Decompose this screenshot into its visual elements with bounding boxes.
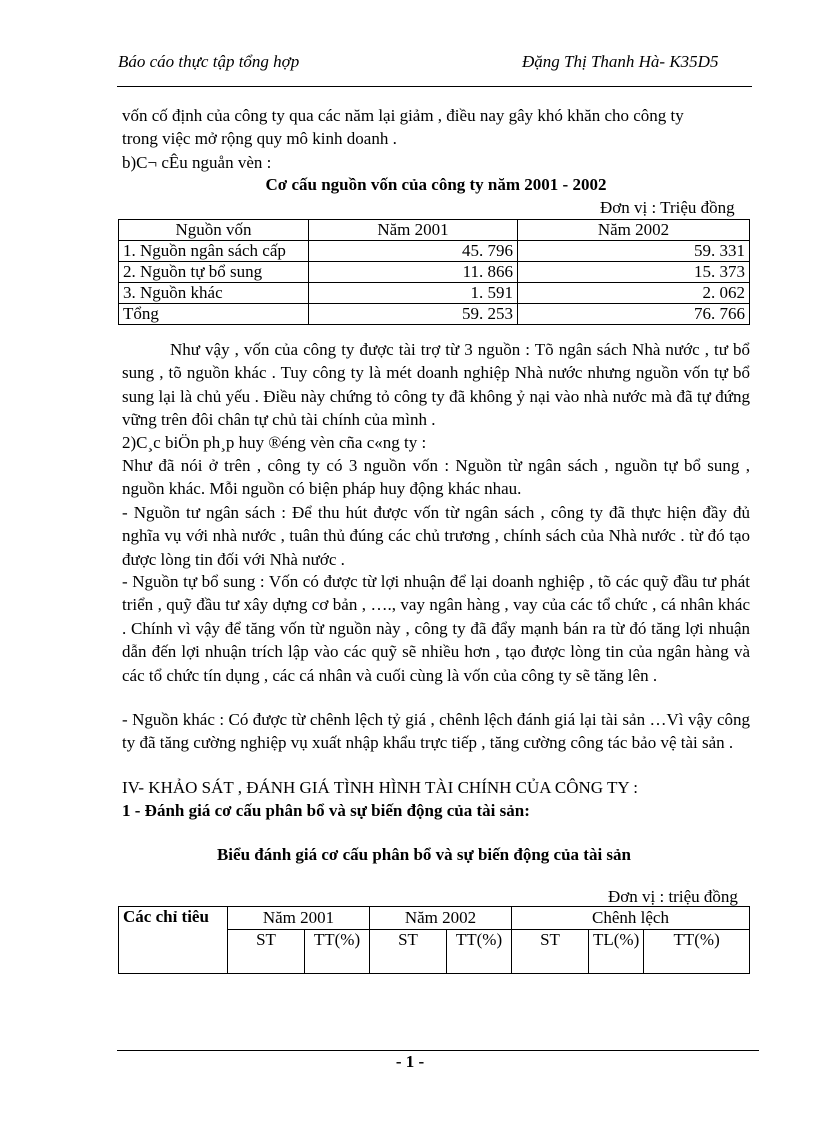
section-2-heading: 2)C¸c biÖn ph¸p huy ®éng vèn cña c«ng ty : <box>122 433 427 452</box>
table-cell: 11. 866 <box>309 262 518 283</box>
table-header-cell: Năm 2001 <box>228 907 370 930</box>
table-header-row <box>119 907 750 930</box>
table-header-cell: Nguồn vốn <box>119 220 309 241</box>
footer-divider <box>117 1050 759 1051</box>
table-cell: 59. 331 <box>518 241 750 262</box>
paragraph-three-sources: Như đã nói ở trên , công ty có 3 nguồn vốn : Nguồn từ ngân sách , nguồn tự bổ sung , nguồn khác. Mỗi nguồn có biện pháp huy động khác nhau. <box>122 456 750 499</box>
table-header-cell: Các chỉ tiêu <box>119 907 228 974</box>
page-number: - 1 - <box>395 1052 425 1071</box>
table-header-cell: ST <box>370 930 447 974</box>
table-cell: 1. 591 <box>309 283 518 304</box>
table-header-cell: TT(%) <box>644 930 750 974</box>
table-header-cell: TL(%) <box>589 930 644 974</box>
table-row <box>119 241 750 262</box>
table1-unit: Đơn vị : Triệu đồng <box>600 198 735 217</box>
table2-unit: Đơn vị : triệu đồng <box>608 887 738 906</box>
asset-structure-table <box>118 906 750 974</box>
header-author: Đặng Thị Thanh Hà- K35D5 <box>522 52 719 71</box>
paragraph-state-budget: - Nguồn tư ngân sách : Để thu hút được vốn từ ngân sách , công ty đã thực hiện đầy đủ nghĩa vụ với nhà nước , tuân thủ đúng các chủ trương , chính sách của Nhà nước . từ đó tạo được lòng tin đối với Nhà nước . <box>122 503 750 569</box>
table-row <box>119 262 750 283</box>
table-header-cell: ST <box>512 930 589 974</box>
table-row <box>119 283 750 304</box>
table-cell: 3. Nguồn khác <box>119 283 309 304</box>
header-report-title: Báo cáo thực tập tổng hợp <box>118 52 300 71</box>
table-cell: Tổng <box>119 304 309 325</box>
table-header-row <box>119 220 750 241</box>
table-header-cell: TT(%) <box>305 930 370 974</box>
table-cell: 76. 766 <box>518 304 750 325</box>
paragraph-funding-sources: Như vậy , vốn của công ty được tài trợ từ 3 nguồn : Tõ ngân sách Nhà nước , tư bổ sung , tõ nguồn khác . Tuy công ty là mét doanh nghiệp Nhà nước nhưng nguồn vốn tự bổ sung lại là chủ yếu . Điều này chứng tỏ công ty đã không ỷ nại vào nhà nước mà đã tự đứng vững trên đôi chân tự chủ tài chính của mình . <box>122 340 750 430</box>
table-header-cell: Năm 2002 <box>518 220 750 241</box>
subsection-1-heading: 1 - Đánh giá cơ cấu phân bổ và sự biến động của tài sản: <box>122 801 530 820</box>
section-b-heading: b)C¬ cÊu nguån vèn : <box>122 153 272 172</box>
section-iv-heading: IV- KHẢO SÁT , ĐÁNH GIÁ TÌNH HÌNH TÀI CHÍNH CỦA CÔNG TY : <box>122 778 638 797</box>
table-header-cell: TT(%) <box>447 930 512 974</box>
table-header-cell: Chênh lệch <box>512 907 750 930</box>
table-cell: 1. Nguồn ngân sách cấp <box>119 241 309 262</box>
table-header-cell: Năm 2001 <box>309 220 518 241</box>
table-header-cell: Năm 2002 <box>370 907 512 930</box>
table2-title: Biểu đánh giá cơ cấu phân bổ và sự biến động của tài sản <box>216 845 632 864</box>
paragraph-other-sources: - Nguồn khác : Có được từ chênh lệch tỷ giá , chênh lệch đánh giá lại tài sản …Vì vậy công ty đã tăng cường nghiệp vụ xuất nhập khẩu trực tiếp , tăng cường công tác bảo vệ tài sản . <box>122 710 750 753</box>
table-row <box>119 304 750 325</box>
table-cell: 45. 796 <box>309 241 518 262</box>
table-cell: 2. 062 <box>518 283 750 304</box>
header-divider <box>117 86 752 87</box>
table-header-cell: ST <box>228 930 305 974</box>
capital-structure-table <box>118 219 750 325</box>
table1-title: Cơ cấu nguồn vốn của công ty năm 2001 - 2002 <box>265 175 607 194</box>
table-cell: 15. 373 <box>518 262 750 283</box>
paragraph-self-supplemented: - Nguồn tự bổ sung : Vốn có được từ lợi nhuận để lại doanh nghiệp , tõ các quỹ đầu tư phát triển , quỹ đầu tư xây dựng cơ bản , …., vay ngân hàng , vay của các tổ chức , cá nhân khác . Chính vì vậy để tăng vốn từ nguồn này , công ty đã đẩy mạnh bán ra từ đó tăng lợi nhuận dẫn đến lợi nhuận trích lập vào các quỹ sẽ nhiều hơn , tạo được lòng tin của ngân hàng và các tổ chức tín dụng , các cá nhân và cuối cùng là vốn của công ty sẽ tăng lên . <box>122 572 750 685</box>
intro-line-2: trong việc mở rộng quy mô kinh doanh . <box>122 129 397 148</box>
table-cell: 2. Nguồn tự bổ sung <box>119 262 309 283</box>
table-cell: 59. 253 <box>309 304 518 325</box>
intro-line-1: vốn cố định của công ty qua các năm lại giảm , điều nay gây khó khăn cho công ty <box>122 106 684 125</box>
